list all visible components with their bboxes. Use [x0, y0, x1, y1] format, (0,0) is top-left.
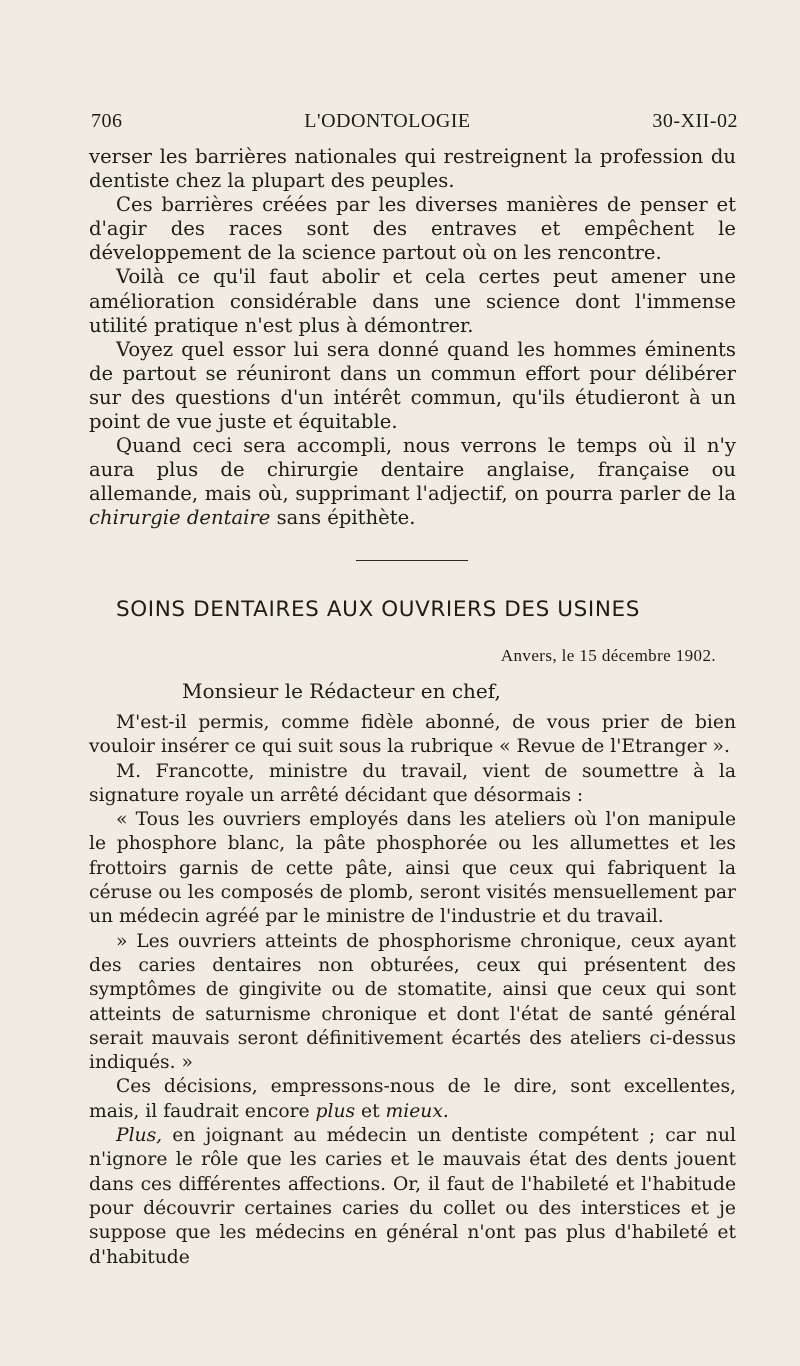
paragraph-text: et [355, 1100, 386, 1122]
paragraph-text: Ces décisions, empressons-nous de le dire, sont excellentes, mais, il faudrait encore [89, 1076, 736, 1122]
paragraph: M. Francotte, ministre du travail, vient de soumettre à la signature royale un arrêté décidant que désormais : [89, 760, 736, 806]
running-header [91, 110, 738, 133]
paragraph [89, 434, 736, 530]
paragraph: Voilà ce qu'il faut abolir et cela certes peut amener une amélioration considérable dans une science dont l'immense utilité pratique n'est plus à démontrer. [89, 265, 736, 337]
page-number: 706 [91, 110, 123, 132]
letter-dateline: Anvers, le 15 décembre 1902. [500, 646, 716, 665]
paragraph: verser les barrières nationales qui restreignent la profession du dentiste chez la plupart des peuples. [89, 145, 736, 193]
paragraph: Ces barrières créées par les diverses manières de penser et d'agir des races sont des entraves et empêchent le développement de la science partout où on les rencontre. [89, 193, 736, 265]
paragraph-text: Quand ceci sera accompli, nous verrons le temps où il n'y aura plus de chirurgie dentaire anglaise, française ou allemande, mais où, supprimant l'adjectif, on pourra parler de la [89, 434, 736, 506]
emphasis: chirurgie dentaire [89, 506, 271, 530]
section-title: SOINS DENTAIRES AUX OUVRIERS DES USINES [116, 597, 640, 622]
paragraph: M'est-il permis, comme fidèle abonné, de vous prier de bien vouloir insérer ce qui suit sous la rubrique « Revue de l'Etranger ». [89, 712, 736, 758]
issue-date: 30-XII-02 [652, 110, 738, 132]
continued-article [89, 145, 736, 531]
paragraph-text: sans épithète. [270, 506, 416, 530]
paragraph: » Les ouvriers atteints de phosphorisme chronique, ceux ayant des caries dentaires non obturées, ceux qui présentent des symptômes de gingivite ou de stomatite, ainsi que ceux qui sont atteints de saturnisme chronique et dont l'état de santé général serait mauvais seront définitivement écartés des ateliers ci-dessus indiqués. » [89, 930, 736, 1074]
letter-body [89, 711, 736, 1270]
journal-title: L'ODONTOLOGIE [304, 110, 471, 132]
letter-salutation: Monsieur le Rédacteur en chef, [182, 679, 501, 703]
paragraph-text: en joignant au médecin un dentiste compétent ; car nul n'ignore le rôle que les caries et le mauvais état des dents jouent dans ces différentes affections. Or, il faut de l'habileté et l'habitude pour découvrir certaines caries du collet ou des interstices et je suppose que les médecins en général n'ont pas plus d'habileté et d'habitude [89, 1125, 736, 1268]
paragraph [89, 1124, 736, 1270]
paragraph [89, 1075, 736, 1124]
emphasis: Plus, [116, 1125, 163, 1147]
emphasis: mieux. [385, 1100, 449, 1122]
paragraph: « Tous les ouvriers employés dans les ateliers où l'on manipule le phosphore blanc, la pâte phosphorée ou les allumettes et les frottoirs garnis de cette pâte, ainsi que ceux qui fabriquent la céruse ou les composés de plomb, seront visités mensuellement par un médecin agréé par le ministre de l'industrie et du travail. [89, 809, 736, 928]
emphasis: plus [315, 1100, 356, 1122]
paragraph: Voyez quel essor lui sera donné quand les hommes éminents de partout se réuniront dans un commun effort pour délibérer sur des questions d'un intérêt commun, qu'ils étudieront à un point de vue juste et équitable. [89, 337, 736, 434]
section-divider [356, 560, 468, 561]
